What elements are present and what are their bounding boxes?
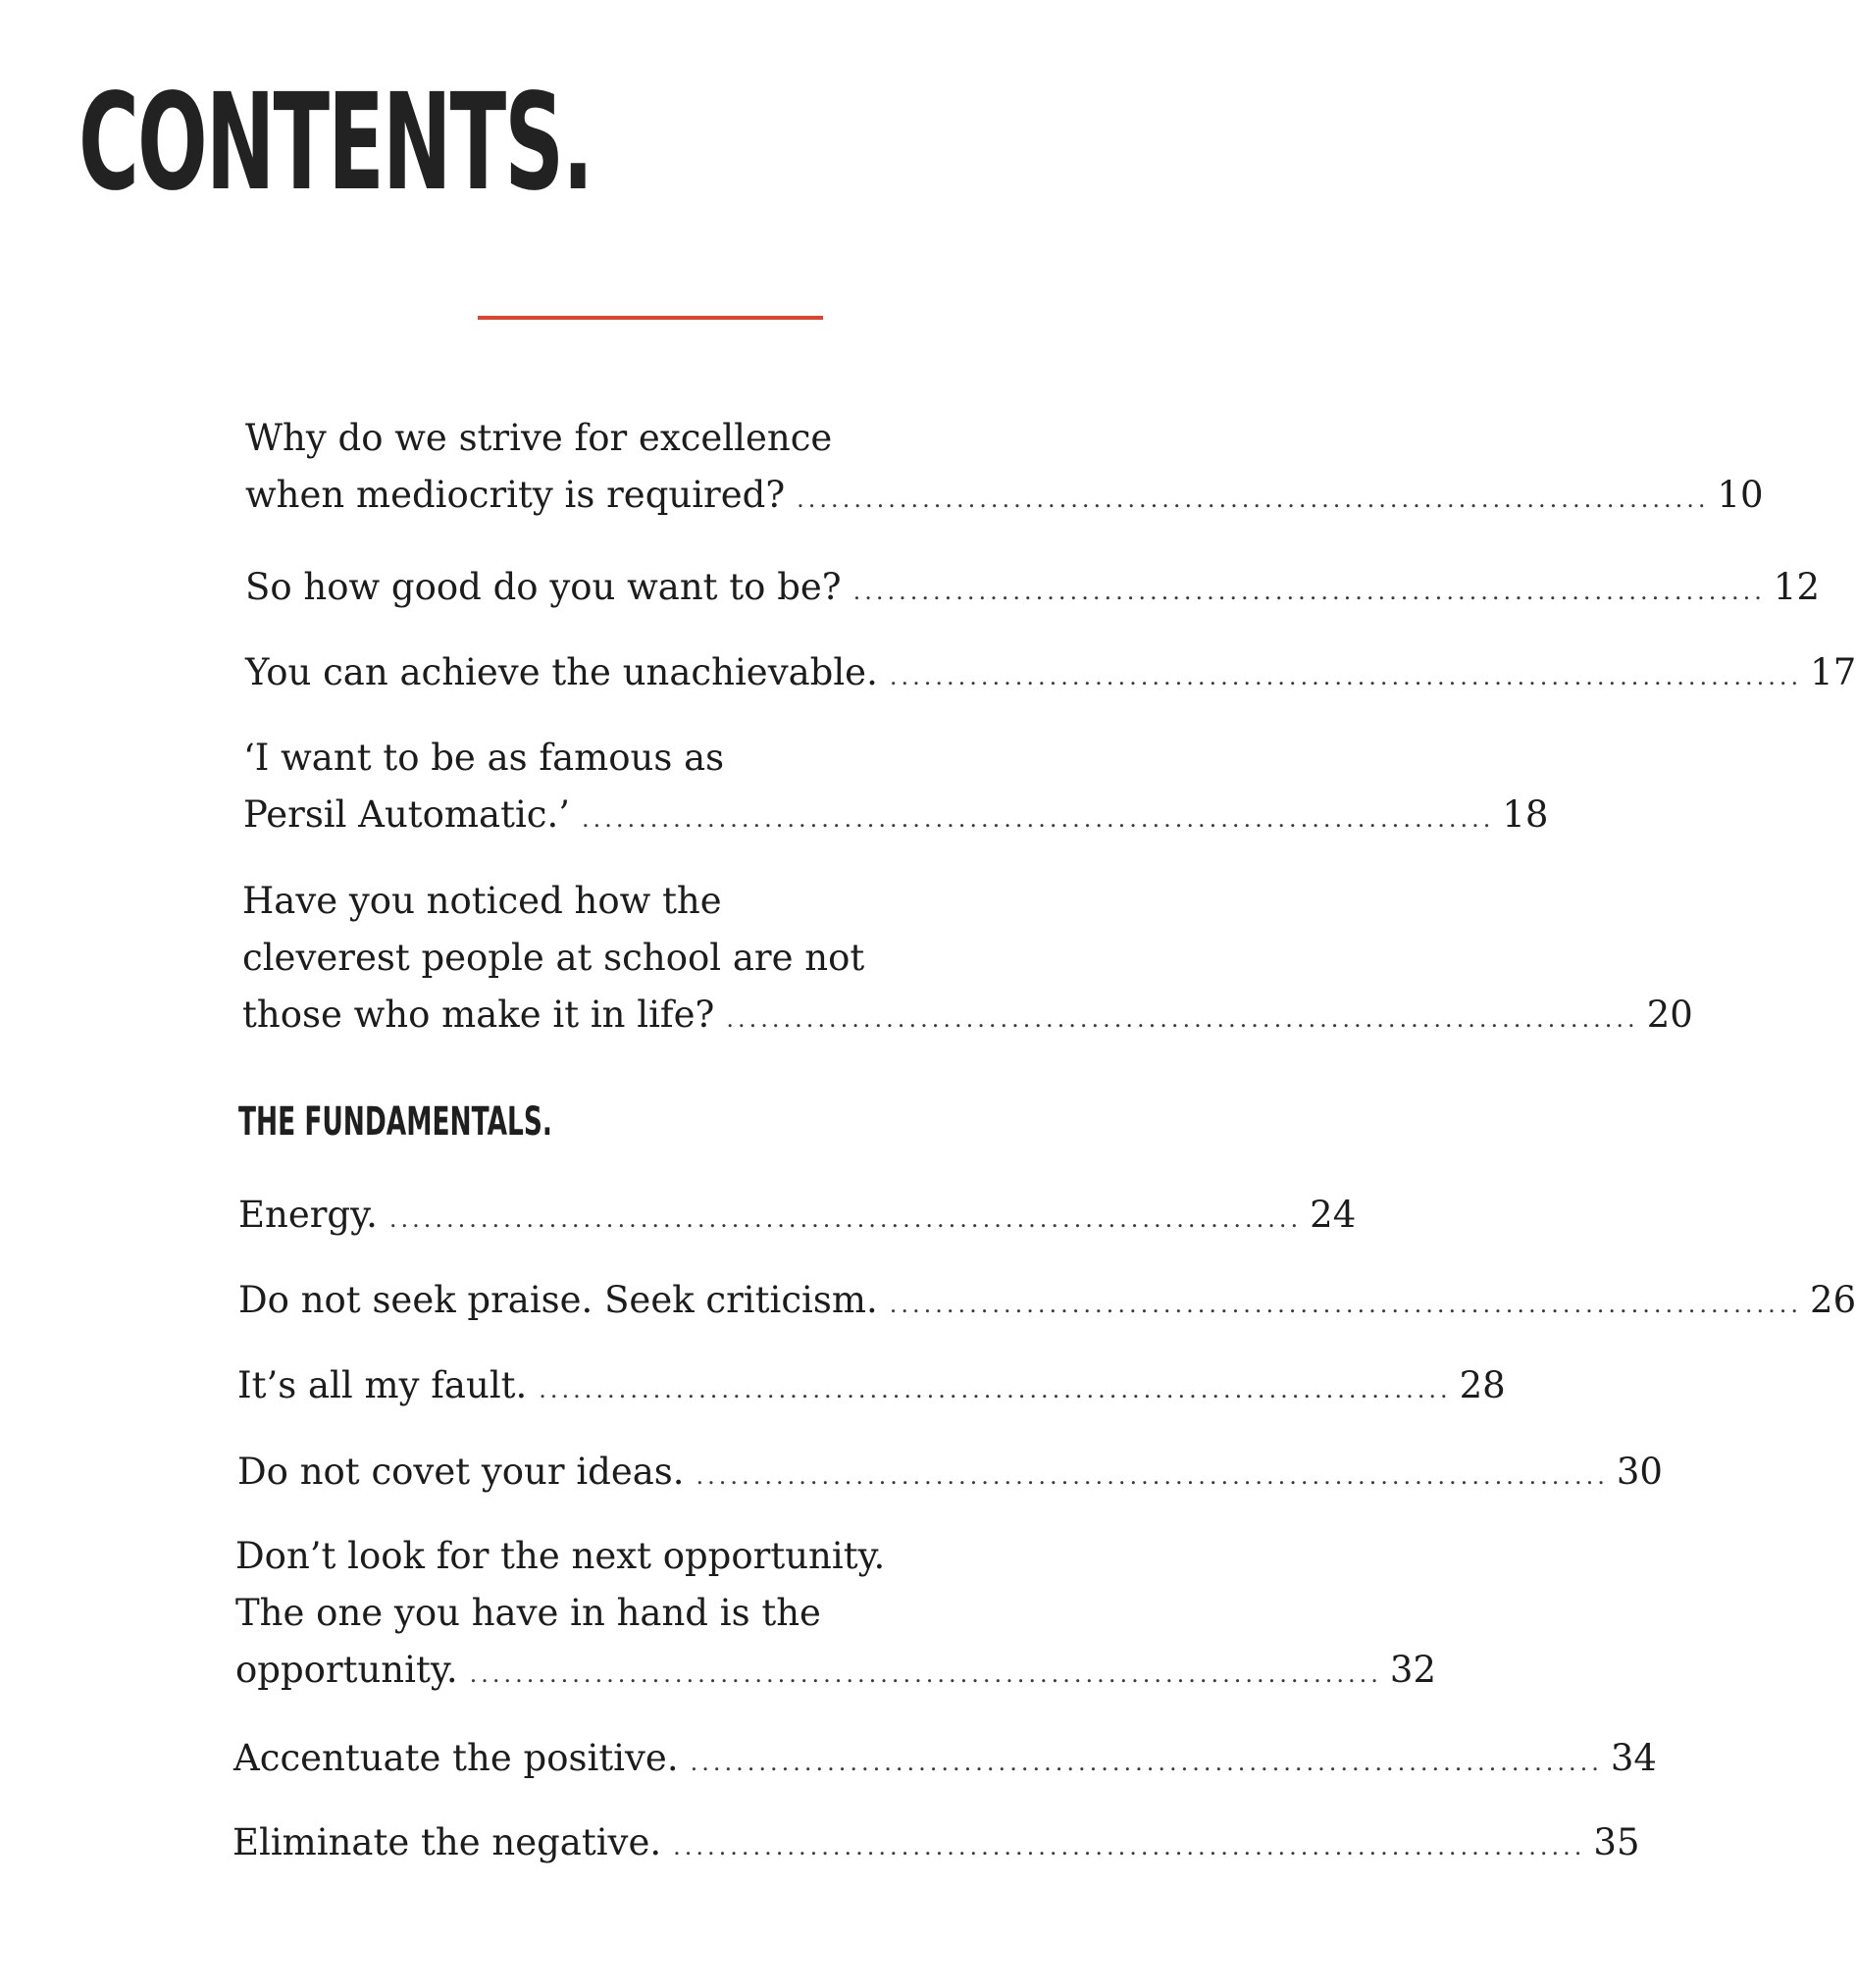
toc-entry-last-line <box>245 644 1856 705</box>
page-number: 20 <box>1646 994 1693 1036</box>
dot-leader: ................................................................................ <box>388 1205 1303 1233</box>
toc-entry-title: Persil Automatic.’ <box>243 793 571 836</box>
page-number: 35 <box>1593 1821 1640 1863</box>
dot-leader: ................................................................................ <box>673 1833 1586 1861</box>
toc-entry-title: those who make it in life? <box>242 994 715 1036</box>
page-number: 28 <box>1459 1364 1506 1406</box>
toc-entry-title-line: The one you have in hand is the <box>235 1592 821 1634</box>
page-number: 17 <box>1810 651 1856 693</box>
toc-entry-title-line: Don’t look for the next opportunity. <box>235 1535 886 1577</box>
page-number: 10 <box>1717 474 1764 516</box>
toc-entry <box>235 1528 1436 1703</box>
toc-entry-title: opportunity. <box>235 1649 458 1691</box>
page-number: 30 <box>1616 1451 1663 1493</box>
toc-entry-title: You can achieve the unachievable. <box>245 651 878 693</box>
toc-entry <box>237 1357 1506 1418</box>
toc-entry-last-line <box>235 1642 1436 1703</box>
dot-leader: ................................................................................ <box>539 1376 1452 1403</box>
section-heading: THE FUNDAMENTALS. <box>238 1099 552 1145</box>
toc-entry <box>245 644 1856 705</box>
accent-rule <box>478 316 823 320</box>
toc-entry-last-line <box>237 1357 1506 1418</box>
toc-entry-title-line: cleverest people at school are not <box>242 937 865 979</box>
toc-entry-title-line: Have you noticed how the <box>242 880 722 922</box>
toc-entry-last-line <box>238 1187 1357 1248</box>
toc-entry-title-line: Why do we strive for excellence <box>245 417 833 459</box>
toc-entry <box>238 1272 1856 1333</box>
page-number: 34 <box>1610 1737 1657 1779</box>
toc-entry-last-line <box>232 1814 1640 1875</box>
toc-entry-last-line <box>238 1272 1856 1333</box>
toc-entry <box>238 1187 1357 1248</box>
toc-entry <box>245 410 1764 528</box>
dot-leader: ................................................................................ <box>889 663 1803 690</box>
toc-entry-last-line <box>237 1444 1663 1504</box>
toc-entry-title: Do not seek praise. Seek criticism. <box>238 1279 878 1321</box>
toc-entry-title: Do not covet your ideas. <box>237 1451 685 1493</box>
page-number: 18 <box>1502 793 1549 836</box>
toc-entry <box>245 559 1821 620</box>
toc-entry-last-line <box>243 787 1549 847</box>
toc-entry-last-line <box>233 1730 1657 1791</box>
toc-entry-title: Energy. <box>238 1194 378 1236</box>
dot-leader: ................................................................................ <box>852 578 1766 605</box>
dot-leader: ................................................................................ <box>469 1660 1382 1688</box>
toc-entry <box>232 1814 1640 1875</box>
dot-leader: ................................................................................ <box>582 805 1495 833</box>
toc-entry <box>243 730 1549 847</box>
page-title: CONTENTS. <box>78 66 593 221</box>
toc-entry <box>237 1444 1663 1504</box>
dot-leader: ................................................................................ <box>889 1291 1803 1318</box>
toc-entry-last-line <box>245 559 1821 620</box>
dot-leader: ................................................................................ <box>726 1005 1639 1033</box>
toc-entry-title: It’s all my fault. <box>237 1364 528 1406</box>
toc-entry-title: So how good do you want to be? <box>245 566 842 608</box>
page-number: 12 <box>1773 566 1821 608</box>
page-number: 32 <box>1389 1649 1436 1691</box>
page-number: 24 <box>1310 1194 1357 1236</box>
dot-leader: ................................................................................ <box>696 1462 1609 1490</box>
toc-entry-last-line <box>245 467 1764 528</box>
toc-entry-title-line: ‘I want to be as famous as <box>243 737 725 779</box>
toc-entry <box>233 1730 1657 1791</box>
toc-entry-title: when mediocrity is required? <box>245 474 786 516</box>
dot-leader: ................................................................................ <box>797 485 1710 513</box>
toc-entry-last-line <box>242 987 1693 1047</box>
toc-entry-title: Eliminate the negative. <box>232 1821 662 1863</box>
page-number: 26 <box>1810 1279 1856 1321</box>
toc-entry <box>242 873 1693 1047</box>
dot-leader: ................................................................................ <box>690 1749 1603 1776</box>
toc-entry-title: Accentuate the positive. <box>233 1737 679 1779</box>
